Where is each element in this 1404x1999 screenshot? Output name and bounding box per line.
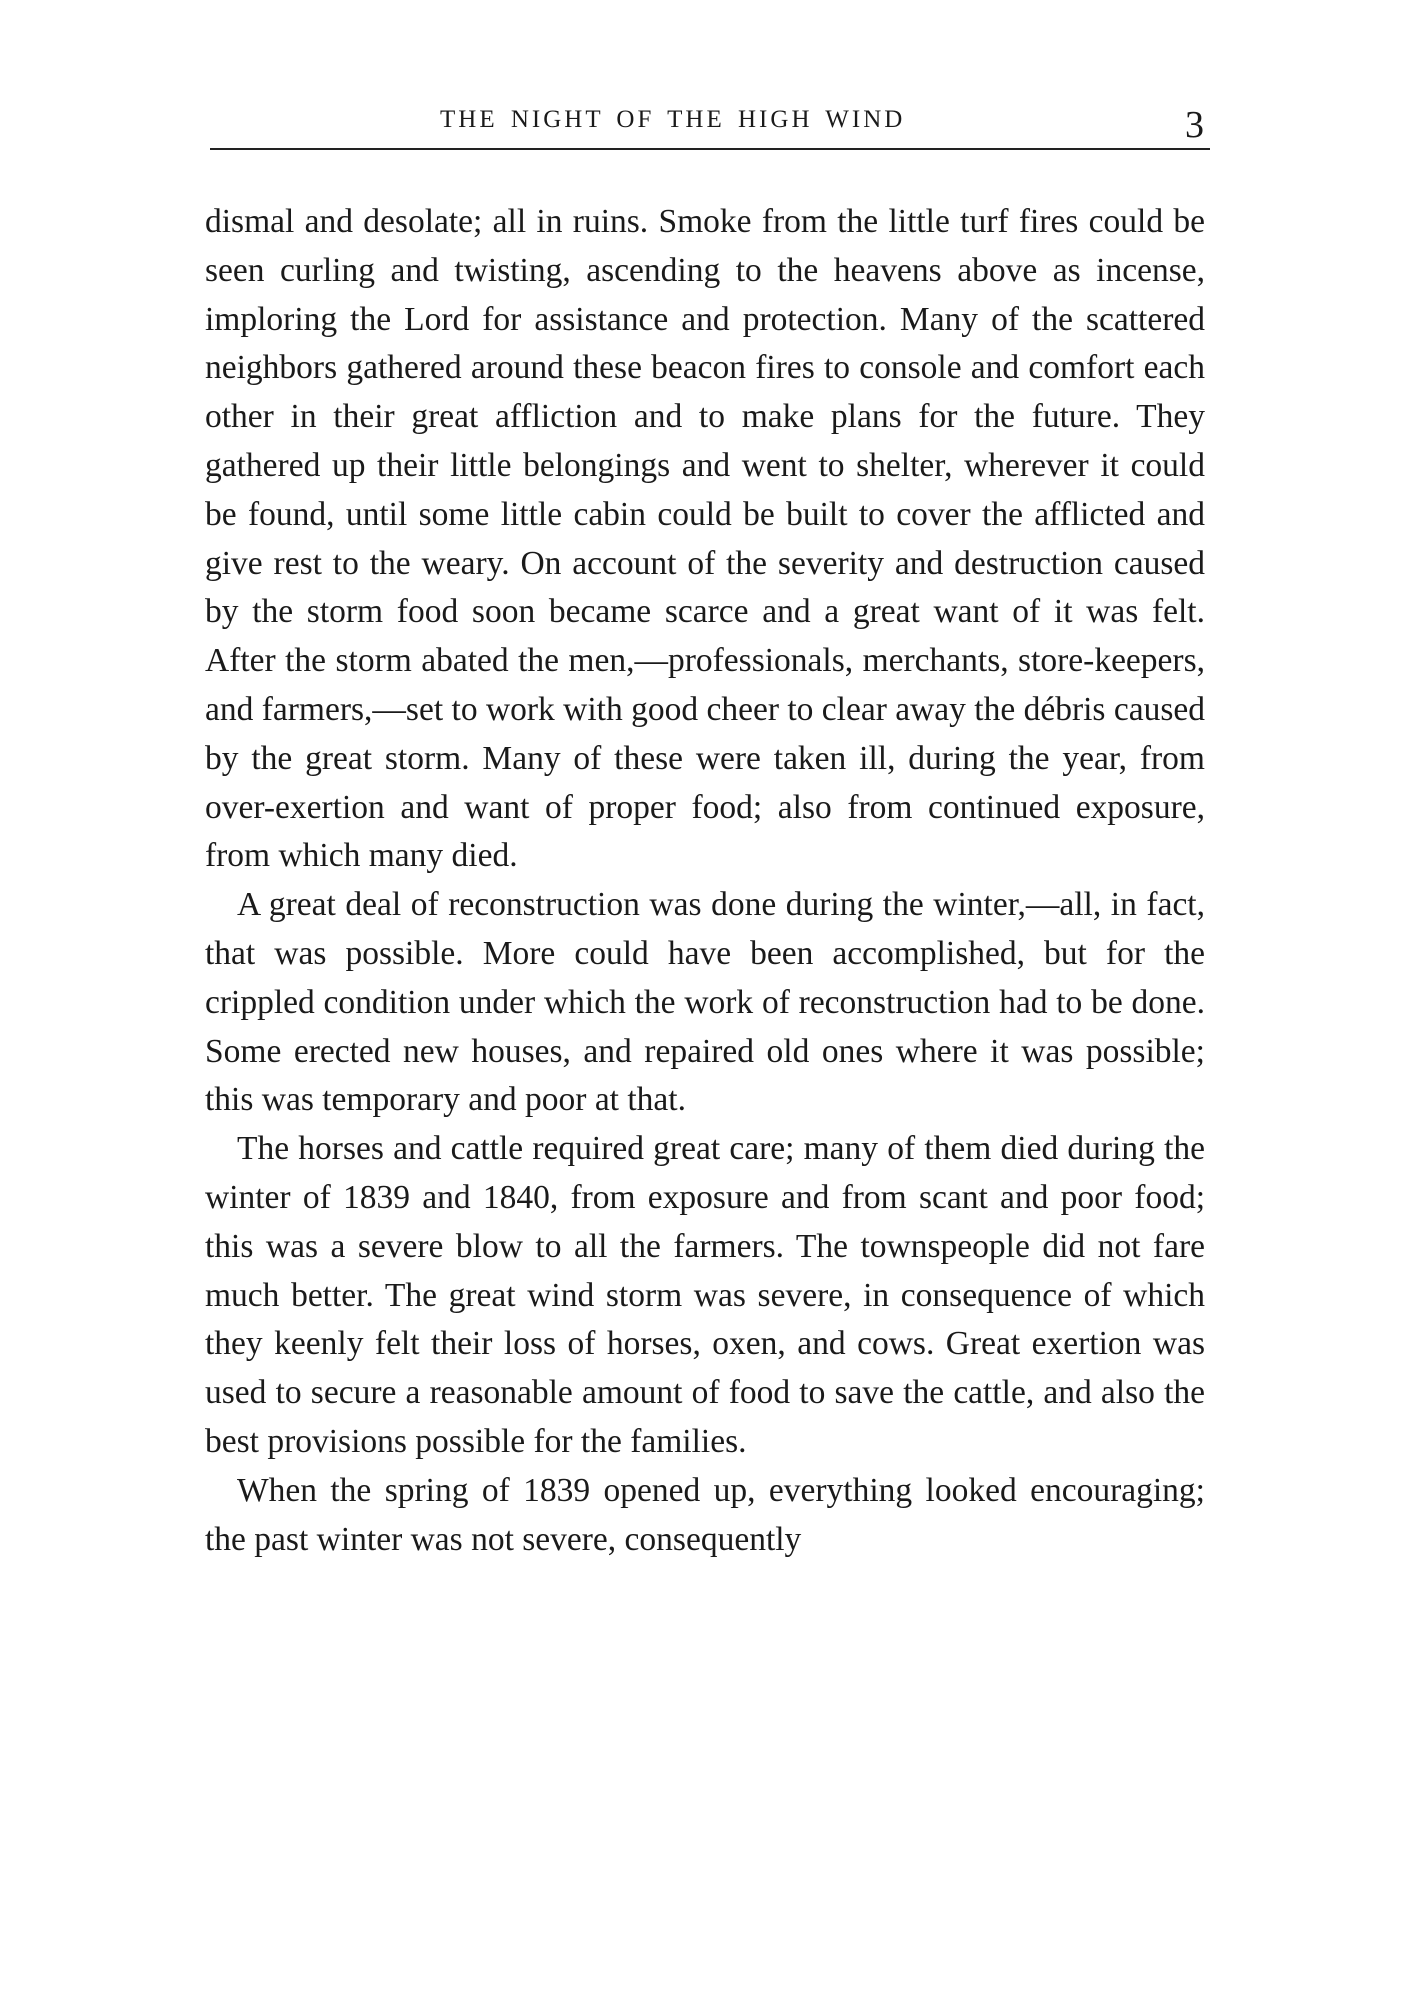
paragraph: When the spring of 1839 opened up, everything looked encouraging; the past winter was not severe, consequently xyxy=(205,1471,1205,1558)
paragraph: dismal and desolate; all in ruins. Smoke from the little turf fires could be seen curling and twisting, ascending to the heavens above as incense, imploring the Lord for assistance and protection. Many of the scattered neighbors gathered around these beacon fires to console and comfort each other in their great affliction and to make plans for the future. They gathered up their little belongings and went to shelter, wherever it could be found, until some little cabin could be built to cover the afflicted and give rest to the weary. On account of the severity and destruction caused by the storm food soon became scarce and a great want of it was felt. After the storm abated the men,—professionals, merchants, store-keepers, and farmers,—set to work with good cheer to clear away the débris caused by the great storm. Many of these were taken ill, during the year, from over-exertion and want of proper food; also from continued exposure, from which many died. xyxy=(205,203,1205,875)
page-number: 3 xyxy=(1185,104,1204,146)
running-title: THE NIGHT OF THE HIGH WIND xyxy=(440,106,906,133)
paragraph: A great deal of reconstruction was done during the winter,—all, in fact, that was possible. More could have been accomplished, but for the crippled condition under which the work of reconstruction had to be done. Some erected new houses, and repaired old ones where it was possible; this was temporary and poor at that. xyxy=(205,886,1205,1119)
running-head xyxy=(210,104,1210,154)
body-text xyxy=(205,198,1205,1564)
header-rule xyxy=(210,148,1210,150)
paragraph: The horses and cattle required great care; many of them died during the winter of 1839 and 1840, from exposure and from scant and poor food; this was a severe blow to all the farmers. The townspeople did not fare much better. The great wind storm was severe, in consequence of which they keenly felt their loss of horses, oxen, and cows. Great exertion was used to secure a reasonable amount of food to save the cattle, and also the best provisions possible for the families. xyxy=(205,1130,1205,1460)
